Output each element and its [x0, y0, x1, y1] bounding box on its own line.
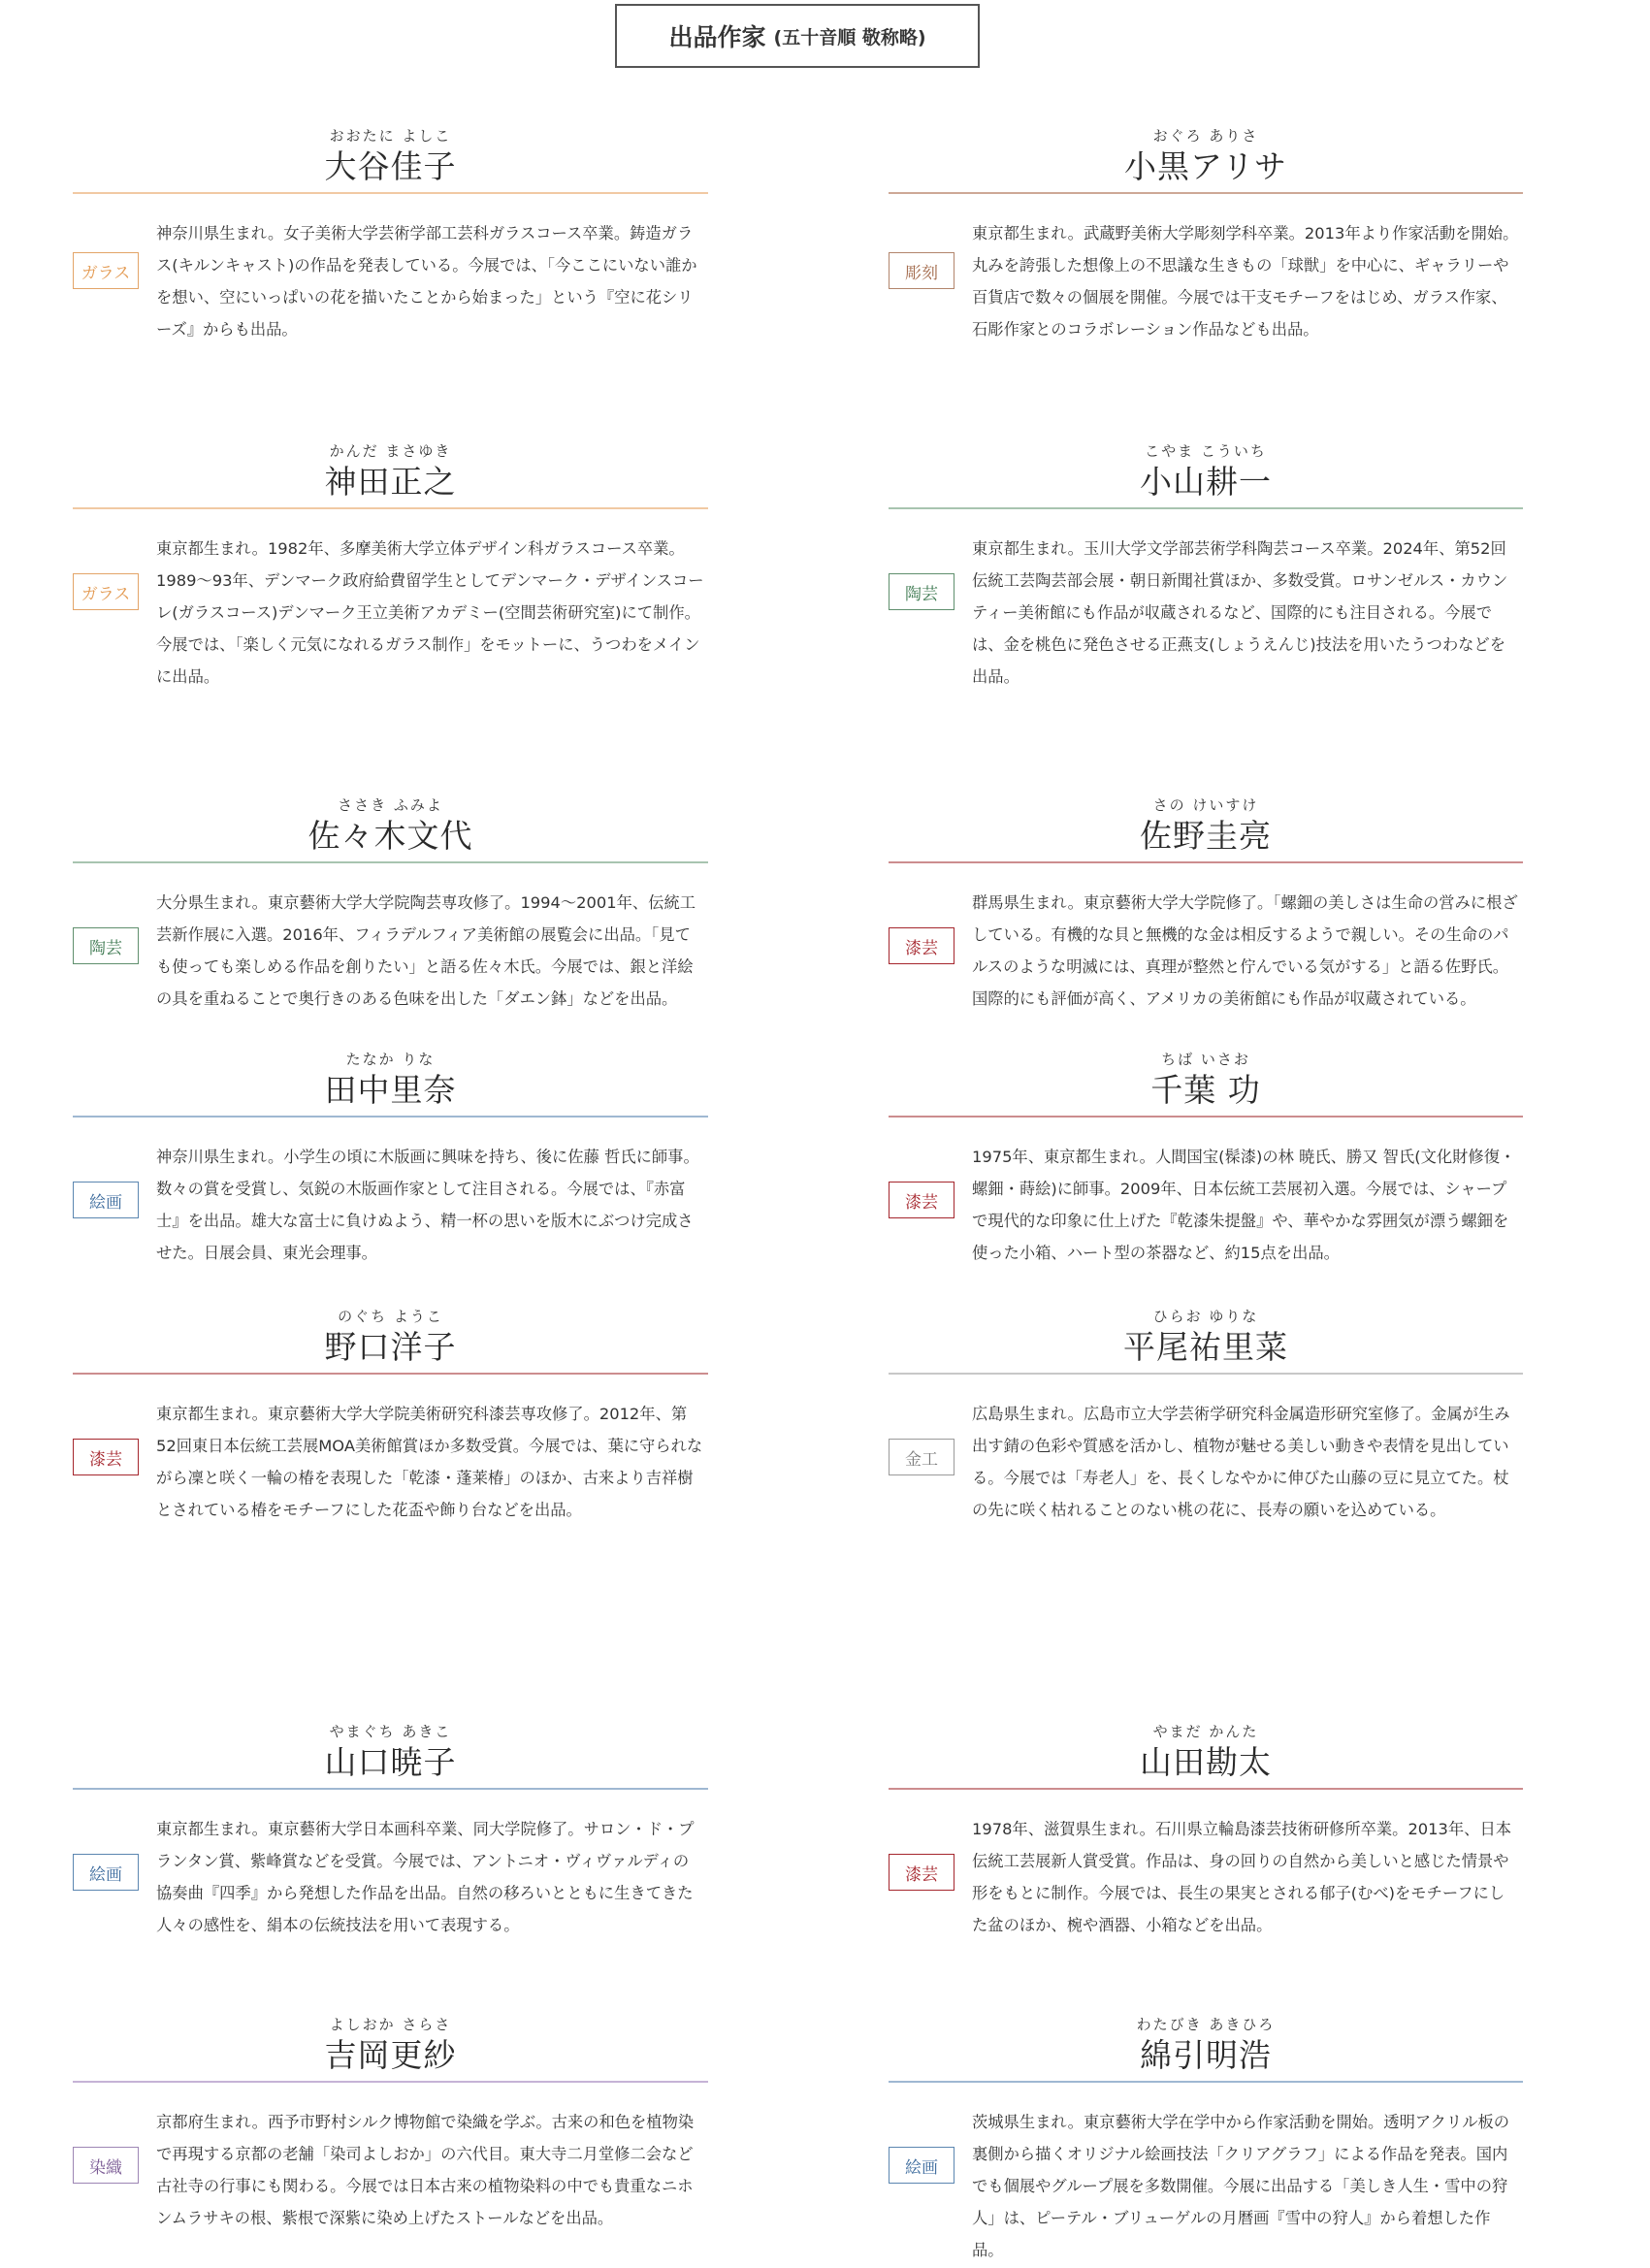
- artist-bio: 茨城県生まれ。東京藝術大学在学中から作家活動を開始。透明アクリル板の裏側から描くオリジナル絵画技法「クリアグラフ」による作品を発表。国内でも個展やグループ展を多数開催。今展に出品する「美しき人生・雪中の狩人」は、ピーテル・ブリューゲルの月暦画『雪中の狩人』から着想した作品。: [972, 2113, 1510, 2259]
- artist-bio: 神奈川県生まれ。小学生の頃に木版画に興味を持ち、後に佐藤 哲氏に師事。数々の賞を受賞し、気鋭の木版画作家として注目される。今展では、『赤富士』を出品。雄大な富士に負けぬよう、精一杯の思いを版木にぶつけ完成させた。日展会員、東光会理事。: [156, 1148, 699, 1262]
- artist-ruby: おおたに よしこ: [329, 127, 452, 145]
- category-badge: 染織: [73, 2147, 139, 2184]
- divider: [73, 1373, 708, 1375]
- artist-ruby: ひらお ゆりな: [1152, 1308, 1259, 1325]
- divider: [73, 1116, 708, 1118]
- divider: [889, 1116, 1523, 1118]
- artist-bio: 東京都生まれ。東京藝術大学日本画科卒業、同大学院修了。サロン・ド・プランタン賞、紫峰賞などを受賞。今展では、アントニオ・ヴィヴァルディの協奏曲『四季』から発想した作品を出品。自然の移ろいとともに生きてきた人々の感性を、絹本の伝統技法を用いて表現する。: [156, 1820, 695, 1934]
- header-title: 出品作家: [668, 23, 766, 51]
- category-badge: 彫刻: [889, 252, 954, 289]
- artist-entry: [73, 795, 708, 1015]
- artist-name: 佐々木文代: [307, 817, 473, 855]
- category-badge: ガラス: [73, 252, 139, 289]
- artist-bio: 群馬県生まれ。東京藝術大学大学院修了。「螺鈿の美しさは生命の営みに根ざしている。有機的な貝と無機的な金は相反するようで親しい。その生命のパルスのような明滅には、真理が整然と佇んでいる気がする」と語る佐野氏。国際的にも評価が高く、アメリカの美術館にも作品が収蔵されている。: [972, 893, 1518, 1008]
- artist-ruby: ちば いさお: [1161, 1051, 1250, 1068]
- artist-ruby: ささき ふみよ: [338, 796, 443, 814]
- artist-entry: [889, 1050, 1523, 1269]
- artist-name: 綿引明浩: [1140, 2036, 1272, 2074]
- artist-name: 佐野圭亮: [1140, 817, 1272, 855]
- artist-entry: [73, 126, 708, 345]
- artist-bio: 京都府生まれ。西予市野村シルク博物館で染織を学ぶ。古来の和色を植物染で再現する京都の老舗「染司よしおか」の六代目。東大寺二月堂修二会など古社寺の行事にも関わる。今展では日本古来の植物染料の中でも貴重なニホンムラサキの根、紫根で深紫に染め上げたストールなどを出品。: [156, 2113, 695, 2227]
- artist-bio: 東京都生まれ。武蔵野美術大学彫刻学科卒業。2013年より作家活動を開始。丸みを誇張した想像上の不思議な生きもの「球獣」を中心に、ギャラリーや百貨店で数々の個展を開催。今展では干支モチーフをはじめ、ガラス作家、石彫作家とのコラボレーション作品なども出品。: [972, 224, 1519, 339]
- artist-name: 小山耕一: [1140, 463, 1272, 501]
- artist-entry: [889, 2015, 1523, 2266]
- artist-ruby: さの けいすけ: [1152, 796, 1259, 814]
- category-badge: 陶芸: [73, 927, 139, 964]
- artist-ruby: のぐち ようこ: [338, 1308, 443, 1325]
- category-badge: 絵画: [889, 2147, 954, 2184]
- divider: [73, 192, 708, 194]
- artist-bio: 広島県生まれ。広島市立大学芸術学研究科金属造形研究室修了。金属が生み出す錆の色彩や質感を活かし、植物が魅せる美しい動きや表情を見出している。今展では「寿老人」を、長くしなやかに伸びた山藤の豆に見立てた。杖の先に咲く枯れることのない桃の花に、長寿の願いを込めている。: [972, 1405, 1510, 1519]
- divider: [73, 2081, 708, 2083]
- category-badge: 漆芸: [889, 1854, 954, 1891]
- artist-bio: 1975年、東京都生まれ。人間国宝(髹漆)の林 暁氏、勝又 智氏(文化財修復・螺鈿・蒔絵)に師事。2009年、日本伝統工芸展初入選。今展では、シャープで現代的な印象に仕上げた『乾漆朱提盤』や、華やかな雰囲気が漂う螺鈿を使った小箱、ハート型の茶器など、約15点を出品。: [972, 1148, 1516, 1262]
- artist-name: 千葉 功: [1150, 1071, 1261, 1109]
- divider: [889, 861, 1523, 863]
- artist-name: 小黒アリサ: [1123, 147, 1288, 185]
- divider: [889, 2081, 1523, 2083]
- artist-name: 平尾祐里菜: [1123, 1328, 1288, 1366]
- category-badge: 金工: [889, 1439, 954, 1475]
- category-badge: 陶芸: [889, 573, 954, 610]
- divider: [73, 507, 708, 509]
- divider: [889, 1788, 1523, 1790]
- artist-name: 山口暁子: [324, 1743, 457, 1781]
- divider: [73, 1788, 708, 1790]
- divider: [73, 861, 708, 863]
- artist-ruby: やまぐち あきこ: [329, 1723, 452, 1740]
- artist-entry: [73, 1050, 708, 1269]
- category-badge: 漆芸: [889, 1182, 954, 1218]
- exhibitors-header: [615, 4, 980, 68]
- artist-ruby: よしおか さらさ: [329, 2016, 452, 2033]
- artist-name: 神田正之: [324, 463, 457, 501]
- artist-entry: [889, 1307, 1523, 1526]
- artist-ruby: たなか りな: [345, 1051, 436, 1068]
- category-badge: ガラス: [73, 573, 139, 610]
- artist-ruby: かんだ まさゆき: [329, 442, 452, 460]
- category-badge: 絵画: [73, 1854, 139, 1891]
- artist-entry: [889, 1722, 1523, 1941]
- divider: [889, 192, 1523, 194]
- artist-entry: [889, 441, 1523, 693]
- artist-entry: [889, 126, 1523, 345]
- artist-name: 大谷佳子: [324, 147, 457, 185]
- artist-entry: [73, 441, 708, 693]
- artist-ruby: こやま こういち: [1145, 442, 1267, 460]
- category-badge: 漆芸: [73, 1439, 139, 1475]
- artist-bio: 大分県生まれ。東京藝術大学大学院陶芸専攻修了。1994〜2001年、伝統工芸新作展に入選。2016年、フィラデルフィア美術館の展覧会に出品。「見ても使っても楽しめる作品を創りたい」と語る佐々木氏。今展では、銀と洋絵の具を重ねることで奥行きのある色味を出した「ダエン鉢」などを出品。: [156, 893, 696, 1008]
- artist-entry: [73, 1307, 708, 1526]
- artist-name: 山田勘太: [1140, 1743, 1272, 1781]
- artist-bio: 東京都生まれ。1982年、多摩美術大学立体デザイン科ガラスコース卒業。1989〜93年、デンマーク政府給費留学生としてデンマーク・デザインスコーレ(ガラスコース)デンマーク王立美術アカデミー(空間芸術研究室)にて制作。今展では、「楽しく元気になれるガラス制作」をモットーに、うつわをメインに出品。: [156, 539, 704, 686]
- artist-bio: 神奈川県生まれ。女子美術大学芸術学部工芸科ガラスコース卒業。鋳造ガラス(キルンキャスト)の作品を発表している。今展では、「今ここにいない誰かを想い、空にいっぱいの花を描いたことから始まった」という『空に花シリーズ』からも出品。: [156, 224, 697, 339]
- artist-name: 田中里奈: [324, 1071, 457, 1109]
- artist-ruby: おぐろ ありさ: [1152, 127, 1259, 145]
- category-badge: 漆芸: [889, 927, 954, 964]
- artist-ruby: やまだ かんた: [1152, 1723, 1259, 1740]
- artist-name: 吉岡更紗: [324, 2036, 457, 2074]
- artist-bio: 東京都生まれ。玉川大学文学部芸術学科陶芸コース卒業。2024年、第52回伝統工芸陶芸部会展・朝日新聞社賞ほか、多数受賞。ロサンゼルス・カウンティー美術館にも作品が収蔵されるなど、国際的にも注目される。今展では、金を桃色に発色させる正燕支(しょうえんじ)技法を用いたうつわなどを出品。: [972, 539, 1508, 686]
- artist-ruby: わたびき あきひろ: [1136, 2016, 1276, 2033]
- artist-bio: 東京都生まれ。東京藝術大学大学院美術研究科漆芸専攻修了。2012年、第52回東日本伝統工芸展MOA美術館賞ほか多数受賞。今展では、葉に守られながら凜と咲く一輪の椿を表現した「乾漆・蓬莱椿」のほか、古来より吉祥樹とされている椿をモチーフにした花盃や飾り台などを出品。: [156, 1405, 703, 1519]
- artist-entry: [73, 1722, 708, 1941]
- artist-entry: [889, 795, 1523, 1015]
- divider: [889, 507, 1523, 509]
- header-subtitle: (五十音順 敬称略): [773, 26, 926, 49]
- category-badge: 絵画: [73, 1182, 139, 1218]
- divider: [889, 1373, 1523, 1375]
- artist-bio: 1978年、滋賀県生まれ。石川県立輪島漆芸技術研修所卒業。2013年、日本伝統工芸展新人賞受賞。作品は、身の回りの自然から美しいと感じた情景や形をもとに制作。今展では、長生の果実とされる郁子(むべ)をモチーフにした盆のほか、椀や酒器、小箱などを出品。: [972, 1820, 1512, 1934]
- artist-entry: [73, 2015, 708, 2234]
- artist-name: 野口洋子: [324, 1328, 457, 1366]
